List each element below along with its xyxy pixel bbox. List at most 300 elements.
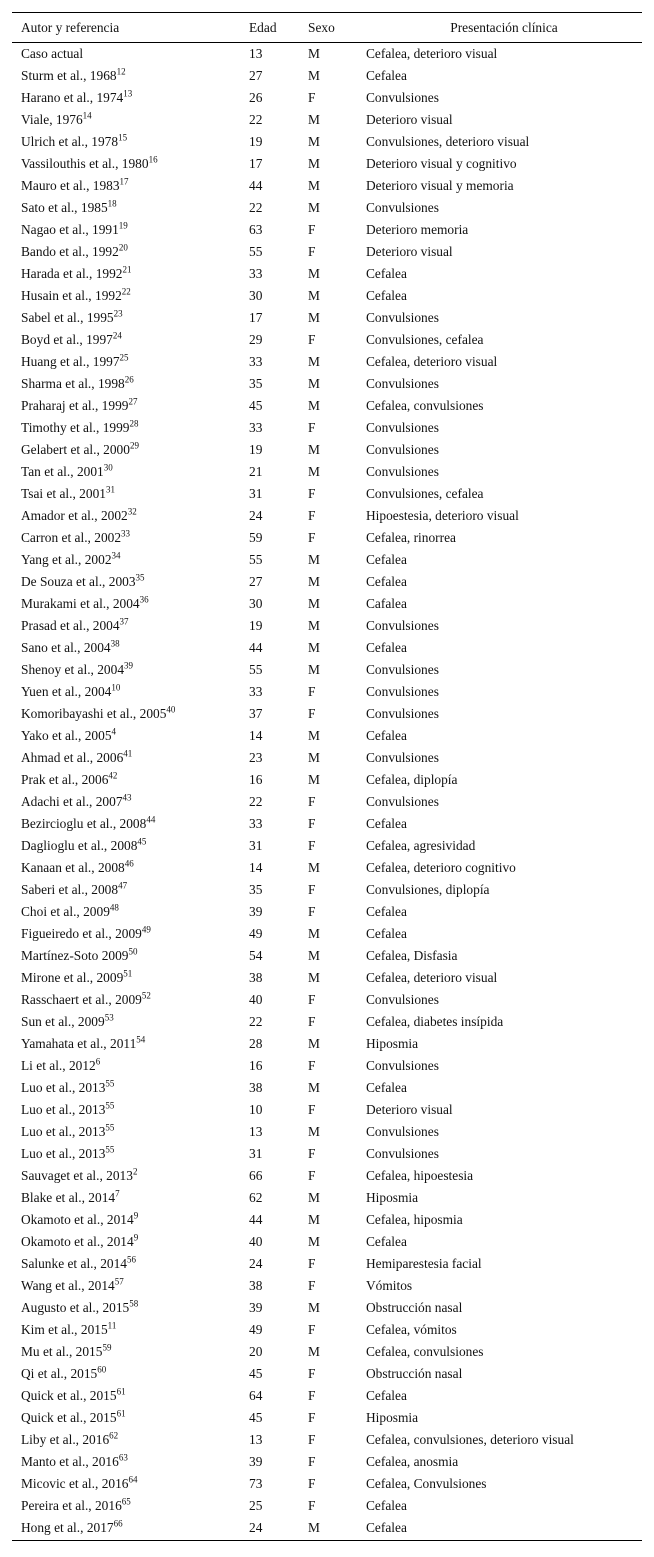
table-row [12, 109, 642, 131]
author-text: Yamahata et al., 2011 [21, 1035, 137, 1051]
table-row [12, 263, 642, 285]
cell-author [12, 681, 240, 703]
cell-presentation: Convulsiones [366, 419, 439, 435]
cell-author [12, 153, 240, 175]
cell-age: 55 [249, 243, 263, 259]
cell-age: 38 [249, 969, 263, 985]
author-text: Liby et al., 2016 [21, 1431, 110, 1447]
author-text: Praharaj et al., 1999 [21, 397, 129, 413]
cell-author [12, 395, 240, 417]
cell-sex: F [308, 221, 316, 237]
cell-author [12, 1077, 240, 1099]
cell-age: 20 [249, 1343, 263, 1359]
author-text: Sun et al., 2009 [21, 1013, 105, 1029]
reference-number: 12 [116, 66, 126, 77]
cell-author [12, 1231, 240, 1253]
cell-sex: M [308, 771, 320, 787]
cell-sex: F [308, 89, 316, 105]
table-row [12, 329, 642, 351]
cell-age: 49 [249, 925, 263, 941]
author-text: Carron et al., 2002 [21, 529, 122, 545]
cell-presentation: Convulsiones [366, 463, 439, 479]
cell-age: 31 [249, 485, 263, 501]
cell-sex: F [308, 815, 316, 831]
reference-number: 38 [110, 638, 120, 649]
cell-age: 33 [249, 815, 263, 831]
table-row [12, 285, 642, 307]
cell-author [12, 175, 240, 197]
cell-presentation: Cefalea [366, 265, 407, 281]
author-text: Blake et al., 2014 [21, 1189, 116, 1205]
table-row [12, 1209, 642, 1231]
cell-presentation: Convulsiones [366, 1123, 439, 1139]
reference-number: 34 [111, 550, 121, 561]
reference-number: 30 [103, 462, 113, 473]
cell-sex: F [308, 1409, 316, 1425]
reference-number: 7 [115, 1188, 120, 1199]
cell-presentation: Cefalea, Disfasia [366, 947, 458, 963]
cell-presentation: Cefalea, diplopía [366, 771, 458, 787]
cell-sex: F [308, 1365, 316, 1381]
cell-age: 28 [249, 1035, 263, 1051]
cell-age: 33 [249, 683, 263, 699]
cell-presentation: Cefalea, convulsiones [366, 1343, 484, 1359]
table-row [12, 1099, 642, 1121]
cell-sex: M [308, 925, 320, 941]
cell-sex: F [308, 1475, 316, 1491]
cell-author [12, 131, 240, 153]
cell-sex: M [308, 287, 320, 303]
reference-number: 16 [148, 154, 158, 165]
reference-number: 9 [133, 1232, 139, 1243]
cell-presentation: Cefalea, anosmia [366, 1453, 459, 1469]
table-row [12, 637, 642, 659]
cell-age: 45 [249, 1409, 263, 1425]
author-text: Manto et al., 2016 [21, 1453, 119, 1469]
table-row [12, 1121, 642, 1143]
cell-sex: F [308, 1255, 316, 1271]
cell-sex: F [308, 529, 316, 545]
cell-presentation: Vómitos [366, 1277, 413, 1293]
cell-sex: M [308, 111, 320, 127]
cell-author [12, 87, 240, 109]
cell-author [12, 725, 240, 747]
cell-presentation: Cefalea, convulsiones, deterioro visual [366, 1431, 574, 1447]
table-row [12, 1495, 642, 1517]
cell-sex: F [308, 243, 316, 259]
cell-author [12, 549, 240, 571]
cell-author [12, 835, 240, 857]
cell-author [12, 747, 240, 769]
author-text: Daglioglu et al., 2008 [21, 837, 138, 853]
table-row [12, 219, 642, 241]
cell-author [12, 923, 240, 945]
header-sex: Sexo [308, 19, 335, 35]
cell-presentation: Convulsiones [366, 1057, 439, 1073]
cell-sex: F [308, 1101, 316, 1117]
cell-author [12, 527, 240, 549]
reference-number: 28 [129, 418, 139, 429]
cell-sex: M [308, 661, 320, 677]
table-row [12, 791, 642, 813]
cell-presentation: Cefalea [366, 67, 407, 83]
author-text: Shenoy et al., 2004 [21, 661, 125, 677]
cell-sex: M [308, 397, 320, 413]
reference-number: 40 [166, 704, 176, 715]
cell-sex: F [308, 1167, 316, 1183]
cell-author [12, 1319, 240, 1341]
cell-presentation: Hemiparestesia facial [366, 1255, 482, 1271]
cell-age: 40 [249, 991, 263, 1007]
author-text: Yuen et al., 2004 [21, 683, 112, 699]
cell-author [12, 1187, 240, 1209]
reference-number: 48 [109, 902, 119, 913]
author-text: Ahmad et al., 2006 [21, 749, 124, 765]
table-row [12, 1297, 642, 1319]
cell-presentation: Obstrucción nasal [366, 1365, 463, 1381]
cell-sex: F [308, 793, 316, 809]
cell-age: 49 [249, 1321, 263, 1337]
cell-sex: M [308, 1343, 320, 1359]
table-row [12, 571, 642, 593]
cell-sex: F [308, 683, 316, 699]
cell-presentation: Convulsiones [366, 1145, 439, 1161]
table-row [12, 461, 642, 483]
cell-age: 13 [249, 1431, 263, 1447]
cell-sex: M [308, 1079, 320, 1095]
table-row [12, 857, 642, 879]
reference-number: 41 [123, 748, 133, 759]
cell-author [12, 505, 240, 527]
header-presentation: Presentación clínica [450, 19, 558, 35]
table-row [12, 1187, 642, 1209]
cell-sex: M [308, 1233, 320, 1249]
reference-number: 65 [121, 1496, 131, 1507]
reference-number: 55 [105, 1100, 115, 1111]
cell-age: 37 [249, 705, 263, 721]
cell-author [12, 1033, 240, 1055]
table-row [12, 417, 642, 439]
cell-presentation: Cefalea [366, 727, 407, 743]
table-row [12, 1517, 642, 1541]
author-text: Rasschaert et al., 2009 [21, 991, 142, 1007]
cell-sex: F [308, 1013, 316, 1029]
cell-sex: M [308, 749, 320, 765]
table-row [12, 395, 642, 417]
author-text: Li et al., 2012 [21, 1057, 96, 1073]
cell-age: 16 [249, 1057, 263, 1073]
cell-author [12, 1473, 240, 1495]
cell-presentation: Convulsiones, deterioro visual [366, 133, 530, 149]
author-text: Choi et al., 2009 [21, 903, 110, 919]
cell-sex: F [308, 1431, 316, 1447]
cell-sex: F [308, 705, 316, 721]
cell-age: 45 [249, 397, 263, 413]
cell-age: 16 [249, 771, 263, 787]
author-text: Prak et al., 2006 [21, 771, 109, 787]
cell-age: 19 [249, 441, 263, 457]
reference-number: 56 [127, 1254, 136, 1265]
cell-age: 44 [249, 639, 263, 655]
reference-number: 49 [141, 924, 151, 935]
table-row [12, 1077, 642, 1099]
cell-sex: M [308, 155, 320, 171]
author-text: Yang et al., 2002 [21, 551, 112, 567]
author-text: Boyd et al., 1997 [21, 331, 113, 347]
cell-sex: M [308, 617, 320, 633]
cell-sex: F [308, 1321, 316, 1337]
cell-presentation: Convulsiones [366, 705, 439, 721]
cell-presentation: Cefalea, convulsiones [366, 397, 484, 413]
reference-number: 42 [108, 770, 118, 781]
table-row [12, 351, 642, 373]
cell-sex: M [308, 1520, 320, 1536]
cell-presentation: Cefalea, deterioro visual [366, 353, 498, 369]
table-row [12, 681, 642, 703]
cell-age: 33 [249, 265, 263, 281]
cell-presentation: Cefalea [366, 573, 407, 589]
cell-sex: F [308, 1145, 316, 1161]
table-row [12, 813, 642, 835]
cell-sex: F [308, 903, 316, 919]
table-row [12, 1407, 642, 1429]
author-text: Pereira et al., 2016 [21, 1497, 122, 1513]
cell-presentation: Convulsiones, cefalea [366, 485, 484, 501]
cell-author [12, 615, 240, 637]
cell-sex: M [308, 727, 320, 743]
cell-presentation: Convulsiones [366, 683, 439, 699]
cell-age: 22 [249, 199, 263, 215]
table-row [12, 879, 642, 901]
table-row [12, 1143, 642, 1165]
cell-author [12, 417, 240, 439]
cell-author [12, 461, 240, 483]
cell-age: 64 [249, 1387, 263, 1403]
cell-age: 22 [249, 793, 263, 809]
cell-presentation: Deterioro visual [366, 243, 453, 259]
author-text: Sabel et al., 1995 [21, 309, 114, 325]
table-row [12, 725, 642, 747]
author-text: Kim et al., 2015 [21, 1321, 108, 1337]
reference-number: 2 [132, 1166, 138, 1177]
cell-author [12, 197, 240, 219]
reference-number: 37 [119, 616, 129, 627]
author-text: Nagao et al., 1991 [21, 221, 119, 237]
cell-age: 19 [249, 133, 263, 149]
reference-number: 51 [123, 968, 133, 979]
author-text: Qi et al., 2015 [21, 1365, 98, 1381]
author-text: Vassilouthis et al., 1980 [21, 155, 149, 171]
cell-age: 27 [249, 67, 263, 83]
author-text: Ulrich et al., 1978 [21, 133, 119, 149]
reference-number: 62 [109, 1430, 119, 1441]
cell-presentation: Cefalea [366, 287, 407, 303]
cell-presentation: Cafalea [366, 595, 407, 611]
cell-author [12, 1275, 240, 1297]
cell-age: 54 [249, 947, 263, 963]
cell-sex: M [308, 1299, 320, 1315]
reference-number: 55 [105, 1078, 115, 1089]
reference-number: 20 [118, 242, 128, 253]
reference-number: 15 [118, 132, 128, 143]
cell-presentation: Cefalea [366, 551, 407, 567]
cell-age: 14 [249, 859, 263, 875]
cell-age: 38 [249, 1277, 263, 1293]
cell-author [12, 1121, 240, 1143]
cell-author [12, 483, 240, 505]
table-row [12, 527, 642, 549]
author-text: Quick et al., 2015 [21, 1387, 117, 1403]
table-header-row [12, 13, 642, 43]
author-text: Tan et al., 2001 [21, 463, 104, 479]
cell-author [12, 791, 240, 813]
author-text: Kanaan et al., 2008 [21, 859, 125, 875]
cell-sex: M [308, 947, 320, 963]
cell-sex: M [308, 639, 320, 655]
cell-presentation: Obstrucción nasal [366, 1299, 463, 1315]
cell-presentation: Cefalea [366, 1387, 407, 1403]
cell-author [12, 1253, 240, 1275]
reference-number: 22 [121, 286, 131, 297]
table-row [12, 835, 642, 857]
cell-age: 17 [249, 155, 263, 171]
cell-sex: M [308, 265, 320, 281]
reference-number: 36 [139, 594, 149, 605]
cell-age: 63 [249, 221, 263, 237]
cell-sex: M [308, 67, 320, 83]
author-text: Komoribayashi et al., 2005 [21, 705, 167, 721]
author-text: Sato et al., 1985 [21, 199, 108, 215]
cell-age: 39 [249, 903, 263, 919]
cell-presentation: Deterioro memoria [366, 221, 469, 237]
cell-author [12, 879, 240, 901]
reference-number: 57 [114, 1276, 124, 1287]
author-text: Martínez-Soto 2009 [21, 947, 129, 963]
cell-age: 22 [249, 1013, 263, 1029]
table-row [12, 1165, 642, 1187]
cell-age: 21 [249, 463, 263, 479]
cell-presentation: Cefalea, hiposmia [366, 1211, 463, 1227]
cell-presentation: Cefalea, Convulsiones [366, 1475, 487, 1491]
cell-author [12, 813, 240, 835]
cell-sex: M [308, 309, 320, 325]
reference-number: 66 [113, 1518, 123, 1529]
cell-age: 23 [249, 749, 263, 765]
cell-sex: M [308, 1035, 320, 1051]
author-text: Tsai et al., 2001 [21, 485, 106, 501]
cell-sex: F [308, 1497, 316, 1513]
cell-age: 44 [249, 177, 263, 193]
cell-presentation: Convulsiones [366, 309, 439, 325]
cell-sex: F [308, 1387, 316, 1403]
cell-author [12, 1517, 240, 1541]
cell-sex: M [308, 45, 320, 61]
reference-number: 45 [137, 836, 147, 847]
author-text: Augusto et al., 2015 [21, 1299, 130, 1315]
reference-number: 25 [119, 352, 129, 363]
author-text: Salunke et al., 2014 [21, 1255, 127, 1271]
cell-age: 33 [249, 353, 263, 369]
cell-sex: M [308, 177, 320, 193]
table-row [12, 1253, 642, 1275]
author-text: Viale, 1976 [21, 111, 83, 127]
cell-author [12, 703, 240, 725]
author-text: Husain et al., 1992 [21, 287, 122, 303]
author-text: Mirone et al., 2009 [21, 969, 124, 985]
cell-sex: M [308, 441, 320, 457]
cell-author [12, 857, 240, 879]
author-text: Huang et al., 1997 [21, 353, 120, 369]
table-row [12, 439, 642, 461]
table-row [12, 967, 642, 989]
cell-sex: F [308, 881, 316, 897]
cell-author [12, 1341, 240, 1363]
cell-author [12, 1407, 240, 1429]
cell-age: 35 [249, 375, 263, 391]
reference-number: 21 [122, 264, 132, 275]
cell-age: 24 [249, 507, 263, 523]
reference-number: 9 [133, 1210, 139, 1221]
cell-presentation: Deterioro visual y memoria [366, 177, 514, 193]
table-row [12, 901, 642, 923]
author-text: Timothy et al., 1999 [21, 419, 130, 435]
cell-author [12, 659, 240, 681]
cell-age: 22 [249, 111, 263, 127]
author-text: Figueiredo et al., 2009 [21, 925, 142, 941]
cell-author [12, 1385, 240, 1407]
cell-age: 10 [249, 1101, 263, 1117]
cell-presentation: Cefalea [366, 903, 407, 919]
cell-presentation: Cefalea, deterioro visual [366, 45, 498, 61]
author-text: Micovic et al., 2016 [21, 1475, 129, 1491]
cell-sex: M [308, 859, 320, 875]
author-text: Luo et al., 2013 [21, 1101, 106, 1117]
cell-author [12, 219, 240, 241]
cell-presentation: Hiposmia [366, 1189, 419, 1205]
table-row [12, 373, 642, 395]
cell-age: 39 [249, 1299, 263, 1315]
table-row [12, 1473, 642, 1495]
cell-presentation: Cefalea [366, 1079, 407, 1095]
table-row [12, 505, 642, 527]
reference-number: 52 [141, 990, 151, 1001]
cell-sex: F [308, 1057, 316, 1073]
author-text: Hong et al., 2017 [21, 1520, 114, 1536]
cell-presentation: Convulsiones [366, 793, 439, 809]
reference-number: 46 [124, 858, 134, 869]
cell-presentation: Deterioro visual [366, 1101, 453, 1117]
cell-age: 31 [249, 837, 263, 853]
cell-age: 55 [249, 551, 263, 567]
cell-presentation: Convulsiones [366, 617, 439, 633]
cell-sex: M [308, 573, 320, 589]
cell-author [12, 439, 240, 461]
cell-sex: M [308, 1189, 320, 1205]
cell-author [12, 945, 240, 967]
reference-number: 31 [105, 484, 115, 495]
reference-number: 64 [128, 1474, 138, 1485]
cell-author [12, 1165, 240, 1187]
author-text: Okamoto et al., 2014 [21, 1211, 134, 1227]
reference-number: 19 [118, 220, 128, 231]
cell-author [12, 769, 240, 791]
reference-number: 6 [95, 1056, 101, 1067]
table-row [12, 615, 642, 637]
cell-presentation: Deterioro visual y cognitivo [366, 155, 517, 171]
cell-author [12, 967, 240, 989]
cell-presentation: Convulsiones, diplopía [366, 881, 490, 897]
cell-author [12, 1143, 240, 1165]
